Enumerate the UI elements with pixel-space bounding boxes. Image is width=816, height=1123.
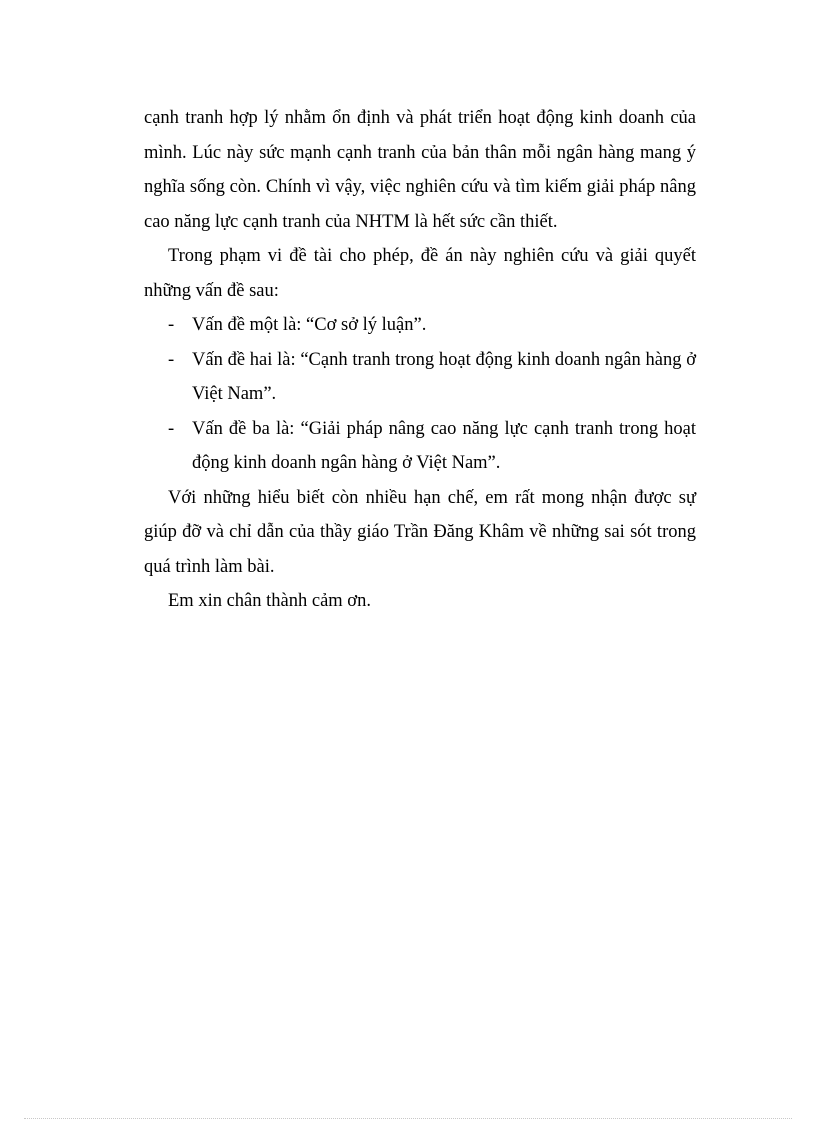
paragraph-scope: Trong phạm vi đề tài cho phép, đề án này nghiên cứu và giải quyết những vấn đề sau:: [144, 246, 696, 301]
list-item-text: Vấn đề một là: “Cơ sở lý luận”.: [192, 315, 427, 335]
list-dash: -: [168, 315, 175, 335]
footer-dotted-rule: [24, 1118, 792, 1119]
list-item: [144, 412, 696, 481]
list-item-text: Vấn đề hai là: “Cạnh tranh trong hoạt động kinh doanh ngân hàng ở Việt Nam”.: [192, 349, 696, 404]
issue-list: [144, 308, 696, 481]
paragraph-intro: cạnh tranh hợp lý nhằm ổn định và phát triển hoạt động kinh doanh của mình. Lúc này sức mạnh cạnh tranh của bản thân mỗi ngân hàng mang ý nghĩa sống còn. Chính vì vậy, việc nghiên cứu và tìm kiếm giải pháp nâng cao năng lực cạnh tranh của NHTM là hết sức cần thiết.: [144, 108, 696, 232]
list-item: [144, 308, 696, 343]
list-item-text: Vấn đề ba là: “Giải pháp nâng cao năng lực cạnh tranh trong hoạt động kinh doanh ngân hàng ở Việt Nam”.: [192, 418, 696, 473]
list-dash: -: [168, 349, 175, 370]
paragraph-acknowledgement: Với những hiểu biết còn nhiều hạn chế, em rất mong nhận được sự giúp đỡ và chỉ dẫn của thầy giáo Trần Đăng Khâm về những sai sót trong quá trình làm bài.: [144, 487, 696, 577]
paragraph-thanks: Em xin chân thành cảm ơn.: [168, 591, 371, 611]
list-item: [144, 343, 696, 412]
document-body: [144, 101, 696, 619]
list-dash: -: [168, 418, 175, 439]
